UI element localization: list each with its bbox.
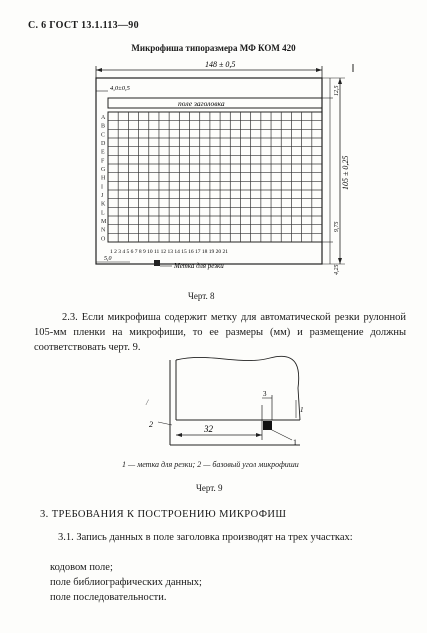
- figure-8-title: Микрофиша типоразмера МФ КОМ 420: [131, 43, 296, 53]
- grid-row-letter: O: [101, 236, 106, 243]
- svg-text:/: /: [146, 398, 149, 407]
- grid-row-letter: F: [101, 158, 105, 165]
- list-item-code-field: кодовом поле;: [50, 562, 113, 573]
- grid-row-letter: K: [101, 201, 106, 208]
- page-header: С. 6 ГОСТ 13.1.113—90: [28, 20, 139, 31]
- grid-row-letter: I: [101, 184, 103, 191]
- fig9-label-1: 1: [293, 438, 297, 447]
- list-item-bibliographic-field: поле библиографических данных;: [50, 577, 202, 588]
- grid-row-letter: B: [101, 123, 106, 130]
- grid-row-letter: J: [101, 193, 104, 199]
- fig9-dim-1: 1: [300, 406, 304, 414]
- dim-right-top: 12,5: [334, 85, 340, 96]
- grid-row-letter: L: [101, 210, 105, 217]
- fig9-label-3: 3: [263, 390, 267, 398]
- list-item-sequence-field: поле последовательности.: [50, 592, 167, 603]
- header-field-label: поле заголовка: [178, 99, 225, 108]
- cut-mark-9: [263, 421, 272, 430]
- grid-row-letter: M: [101, 219, 107, 225]
- figure-9-caption: Черт. 9: [196, 483, 223, 493]
- grid-row-letter: D: [101, 141, 106, 147]
- fig9-dim-32: 32: [204, 424, 213, 434]
- column-numbers: 1 2 3 4 5 6 7 8 9 10 11 12 13 14 15 16 17 18 19 20 21: [110, 249, 229, 255]
- dim-bottom-label: 5,0: [104, 256, 112, 262]
- cut-mark-label: Метка для резки: [174, 262, 224, 270]
- section-3-1-text: 3.1. Запись данных в поле заголовка производят на трех участках:: [58, 532, 353, 543]
- dim-small-label: 4,0±0,5: [110, 85, 130, 92]
- fig9-label-2: 2: [149, 420, 153, 429]
- dim-right-total: 105 ± 0,25: [341, 155, 350, 190]
- grid-row-letter: G: [101, 167, 106, 173]
- grid-row-letter: E: [101, 149, 105, 156]
- grid-row-letter: C: [101, 132, 106, 139]
- section-3-heading: 3. ТРЕБОВАНИЯ К ПОСТРОЕНИЮ МИКРОФИШ: [40, 509, 287, 520]
- grid-row-letter: A: [101, 115, 106, 121]
- grid-row-letter: H: [101, 175, 106, 182]
- figure-8-caption: Черт. 8: [188, 291, 215, 301]
- section-2-3-text: 2.3. Если микрофиша содержит метку для автоматической резки рулонной 105-мм пленки на микрофиши, то ее размеры (мм) и размещение должны соответствовать черт. 9.: [34, 312, 406, 353]
- grid-row-letter: N: [101, 227, 106, 234]
- dim-right-bot: 4,25: [334, 264, 340, 275]
- figure-9-legend: 1 — метка для резки; 2 — базовый угол микрофиши: [122, 460, 299, 469]
- dim-top-label: 148 ± 0,5: [205, 60, 236, 69]
- dim-right-mid: 9,75: [334, 221, 340, 232]
